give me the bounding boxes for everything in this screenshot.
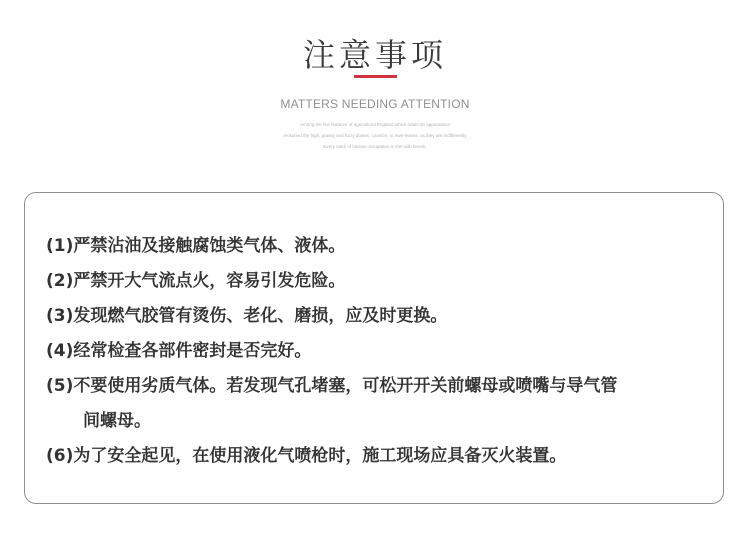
decorative-text-line: Among the few features of agricultural England which retain an appearance [299,122,451,127]
notice-item [46,229,706,264]
decorative-text-line: Every mark of human occupation is met with herein. [323,144,427,149]
notice-item [46,369,706,439]
notice-text-continuation: 间螺母。 [83,411,151,431]
notice-item [46,439,706,474]
page-title: 注意事项 [302,36,447,74]
notice-text: (5)不要使用劣质气体。若发现气孔堵塞，可松开开关前螺母或喷嘴与导气管 [46,376,618,396]
english-subtitle: MATTERS NEEDING ATTENTION [280,97,470,111]
notice-item [46,264,706,299]
notice-text: (1)严禁沾油及接触腐蚀类气体、液体。 [46,236,346,256]
notice-text: (3)发现燃气胶管有烫伤、老化、磨损，应及时更换。 [46,306,448,326]
notice-list [46,229,706,474]
notice-text: (2)严禁开大气流点火，容易引发危险。 [46,271,346,291]
decorative-text-line: reckoned the high, grassy and furzy downs, coombs, or ewe-leases, as they are indifferently [283,133,467,138]
notice-item [46,334,706,369]
title-underline [354,75,397,78]
notice-text: (6)为了安全起见，在使用液化气喷枪时，施工现场应具备灭火装置。 [46,446,567,466]
notice-text: (4)经常检查各部件密封是否完好。 [46,341,312,361]
notice-item [46,299,706,334]
